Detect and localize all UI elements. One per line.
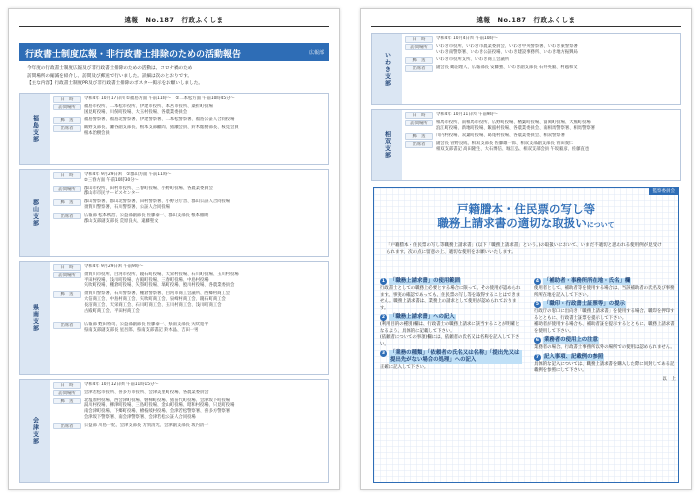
section-body: (利用目的の種別)欄は、行政書士の職務上請求に該当することが明確となるよう、具体的に記載して下さい。 (依頼者についての事項)欄には、依頼者の氏名又は名称を記入して下さい。 — [380, 322, 520, 347]
row-label: 出席者 — [53, 423, 81, 430]
row-value: 副会長 鶴沼理人、広報部長 安藤強、いわき副支部長 石井英毅、村越和文 — [436, 65, 578, 71]
branch-label: 福島支部 — [20, 94, 50, 164]
row-value: 令和4年 10月11日㈫ 午前9時～ — [436, 112, 499, 117]
row-value: 広報部 松本秋治、公益部副部長 佐藤泰一、郡山支部長 根本徹朗 郡山支部副支部長 荒原良夫、遠藤聖文 — [84, 212, 209, 224]
department-tag: 広報部 — [308, 50, 324, 56]
section-title: 「職務上請求書」への記入 — [390, 314, 455, 320]
row-label: 訪問場所 — [405, 44, 433, 51]
section-number: 1 — [381, 279, 386, 284]
section-number: 6 — [535, 338, 540, 343]
intro-line: 【主な内容】行政書士制度PR及び非行政書士排除のポスター掲示をお願いしました。 — [27, 81, 203, 86]
row-label: 日 時 — [53, 264, 81, 271]
row-label: 郵 送 — [53, 117, 81, 124]
section-body: 行政庁の窓口に出向き「職務上請求書」を使用する場合、職印を押印するとともに、行政書士証票を提示して下さい。 補助者が使用する場合も、補助者証を提示するとともに、職務上請求書を使用して下さい。 — [534, 309, 675, 334]
section-heading — [534, 301, 676, 308]
row-label: 郵 送 — [405, 133, 433, 140]
section-number: 5 — [535, 302, 540, 307]
left-page — [8, 8, 340, 490]
row-label: 郵 送 — [53, 199, 81, 206]
section-title: 「職印・行政書士証票等」の提示 — [544, 301, 625, 307]
row-value: 令和4年 9月29日㈭ ①郡山方面 午前11時～ ②三春方面 午前10時30分～ — [84, 172, 172, 183]
branch-block — [19, 169, 329, 257]
branch-label: 県南支部 — [20, 262, 50, 374]
row-label: 郵 送 — [405, 57, 433, 64]
page-header: 遠報 No.187 行政ふくしま — [371, 15, 681, 27]
section-body: 業務者の場合、行政書士事務所以外の場所での使用は認められません。 — [534, 345, 675, 350]
row-value: 令和4年 10月4日㈫ 午前10時～ — [436, 36, 499, 41]
section-title: 業務者の使用上の注意 — [544, 337, 598, 343]
branch-label: いわき支部 — [372, 34, 402, 104]
row-value: 郡山市役所、田村市役所、三春町役場、小野町役場、各農業委員会 郡山市市民サービスセンター — [84, 185, 213, 197]
row-label: 日 時 — [53, 172, 81, 179]
row-label: 訪問場所 — [405, 120, 433, 127]
branch-label: 会津支部 — [20, 380, 50, 482]
section-body: 正確に記入して下さい。 — [380, 365, 429, 370]
row-label: 日 時 — [53, 96, 81, 103]
section-heading — [380, 278, 522, 285]
row-value: 飯野支部長、瀬谷副支部長、根本支部顧問、猪瀬会員、鈴木総務部長、桜見会員 根本治樹会員 — [84, 125, 239, 136]
row-value: いわき市役所支所、いわき商工会議所 — [436, 57, 510, 63]
notice-title — [374, 202, 678, 232]
row-value: 令和4年 10月12日㈬ 午前11時15分～ — [84, 382, 159, 387]
row-label: 出席者 — [405, 65, 433, 72]
row-value: 郡山警察署、郡山北警察署、田村警察署、小野分庁舎、郡山公証人合同役場 須賀川警察署、石川警察署、公証人合同役場 — [84, 199, 231, 210]
branch-label: 相双支部 — [372, 110, 402, 180]
notice-title-line1: 戸籍謄本・住民票の写し等 — [457, 202, 595, 216]
row-value: 福島市役所、二本松市役所、伊達市役所、本宮市役所、桑折町役場 国見町役場、川俣町役場、大玉村役場、各農業委員会 — [84, 103, 213, 115]
row-label: 日 時 — [405, 36, 433, 43]
section-title: 「補助者・事務所所在地・氏名」欄 — [544, 278, 631, 284]
row-label: 日 時 — [405, 112, 433, 119]
committee-badge: 監察委員会 — [649, 187, 680, 195]
row-value: 会津若松市役所、喜多方市役所、会津美里町役場、各農業委員会 — [84, 389, 209, 395]
section-heading — [380, 350, 522, 364]
notice-title-main: 職務上請求書の適切な取扱い — [437, 216, 587, 230]
row-value: 令和4年 10月17日㈪ ①福島方面 午前11時～ ②二本松方面 午前10時45分～ — [84, 96, 235, 101]
branch-block — [19, 261, 329, 375]
notice-title-line2 — [374, 216, 678, 232]
row-label: 出席者 — [53, 125, 81, 132]
row-value: 福島警察署、福島北警察署、伊達警察署、二本松警察署、福島公証人合同役場 — [84, 117, 235, 123]
row-label: 出席者 — [53, 213, 81, 220]
section-heading — [380, 314, 522, 321]
branch-label: 郡山支部 — [20, 170, 50, 256]
article-title-text: 行政書士制度広報・非行政書士排除のための活動報告 — [25, 50, 242, 60]
row-value: 相馬市役所、南相馬市役所、広野町役場、楢葉町役場、富岡町役場、大熊町役場 浪江町役場、新地町役場、飯舘村役場、各農業委員会、南相馬警察署、相馬警察署 — [436, 119, 595, 131]
row-value: 公益部 川島一紀、会津支部長 芳賀清光、会津副支部長 坂内清一 — [84, 422, 209, 428]
notice-left-column — [380, 276, 522, 374]
intro-line: 今年度の行政書士制度広報及び非行政書士排除のための活動は、コロナ禍のため — [27, 66, 193, 71]
notice-right-column — [534, 276, 676, 383]
row-label: 出席者 — [405, 141, 433, 148]
section-title: 記入事項、記載例の参照 — [544, 353, 604, 360]
row-label: 出席者 — [53, 322, 81, 329]
section-number: 2 — [381, 315, 386, 320]
row-label: 訪問場所 — [53, 390, 81, 397]
row-value: 副会長 菅野良成、相双支部長 佐藤雄一郎、相双支部副支部長 青田義仁 相双支部書記 高田隆生、大石博信、堀江弘、相双支部会員 午坂毅彦、佐藤直也 — [436, 141, 590, 152]
section-body: 具体的な記入については、職務上請求書を購入した際に同封してある記載例を参照にして下さい。 — [534, 361, 675, 373]
branch-block — [19, 379, 329, 483]
section-title: 「職務上請求書」の使用範囲 — [390, 278, 461, 284]
row-value: 北塩原村役場、西会津町役場、磐梯町役場、猪苗代町役場、会津坂下町役場 湯川村役場、柳津町役場、三島町役場、金山町役場、昭和村役場、只見町役場 南会津町役場、下郷町役場、檜枝岐村役場、会津若松警察署、喜多方警察署 会津坂下警察署、南会津警察署、会津若松公証人合同役場 — [84, 397, 235, 420]
row-value: 令和4年 9月29日㈭ 午前9時～ — [84, 264, 144, 269]
notice-box — [373, 187, 679, 483]
row-label: 郵 送 — [53, 291, 81, 298]
notice-lead: 「戸籍謄本・住民票の写し等職務上請求書」(以下「職務上請求書」という。)の取扱いにおいて、いまだ不適切と思われる使用例が見受けられます。次の点に留意の上、適切な使用をお願いいたします。 — [386, 243, 662, 255]
section-heading — [534, 278, 676, 285]
closing-mark: 以 上 — [662, 376, 676, 382]
section-number: 3 — [381, 351, 386, 356]
row-label: 訪問場所 — [53, 272, 81, 279]
row-label: 訪問場所 — [53, 104, 81, 111]
row-value: 広報部 蛭田将司、公益部副部長 佐藤泰一、県南支部長 矢吹寛平 県南支部副支部長 星吾郎、県南支部書記 鈴木晶、吉田一男 — [84, 322, 209, 333]
intro-paragraph — [27, 65, 325, 88]
right-page — [360, 8, 692, 490]
row-value: 須賀川市役所、白河市役所、鏡石町役場、天栄村役場、石川町役場、玉川村役場 平田村役場、浅川町役場、古殿町役場、三春町役場、中島村役場 矢吹町役場、棚倉町役場、矢祭町役場、塙町役場、鮫川村役場、各農業委員会 — [84, 271, 239, 289]
row-value: いわき市役所、いわき市農業委員会、いわき中央警察署、いわき東警察署 いわき南警察署、いわき公証役場、いわき建設事務所、いわき地方振興局 — [436, 43, 578, 55]
row-label: 訪問場所 — [53, 186, 81, 193]
branch-block — [19, 93, 329, 165]
page-header: 遠報 No.187 行政ふくしま — [19, 15, 329, 27]
section-title: 「業務の種類」「依頼者の氏名又は名称」「提出先又は提出先がない場合の処理」への記入 — [389, 350, 522, 364]
section-number: 4 — [535, 279, 540, 284]
row-label: 郵 送 — [53, 398, 81, 405]
notice-title-suffix: について — [586, 221, 615, 229]
branch-block — [371, 109, 681, 181]
intro-line: 訪問場所の縮減を紹介し、訪問及び郵送で行いました。詳細は次のとおりです。 — [27, 73, 193, 79]
section-number: 7 — [535, 354, 540, 360]
section-body: 使用者として、補助者等を使用する場合は、当該補助者の氏名及び事務所所在地を記入して下さい。 — [534, 286, 675, 298]
branch-block — [371, 33, 681, 105]
row-value: 須賀川警察署、石川警察署、棚倉警察署、白河市商工会議所、西郷村商工会 大信商工会、中島村商工会、矢吹町商工会、泉崎村商工会、鏡石町商工会 長沼商工会、天栄商工会、石川町商工会、玉川村商工会、浅川町商工会 古殿町商工会、平田村商工会 — [84, 291, 231, 314]
article-title — [19, 43, 329, 61]
row-label: 日 時 — [53, 382, 81, 389]
section-heading — [534, 354, 676, 361]
section-body: 行政書士としての職務上必要とする場合に限って、その使用が認められます。事実の確認であっても、住民票の写し等を取得することはできません。職務上請求書は、業務上の請求として使用が認められております。 — [380, 286, 521, 311]
row-value: 川内村役場、双葉町役場、葛尾村役場、各農業委員会、相双警察署 — [436, 133, 565, 139]
section-heading — [534, 337, 676, 344]
